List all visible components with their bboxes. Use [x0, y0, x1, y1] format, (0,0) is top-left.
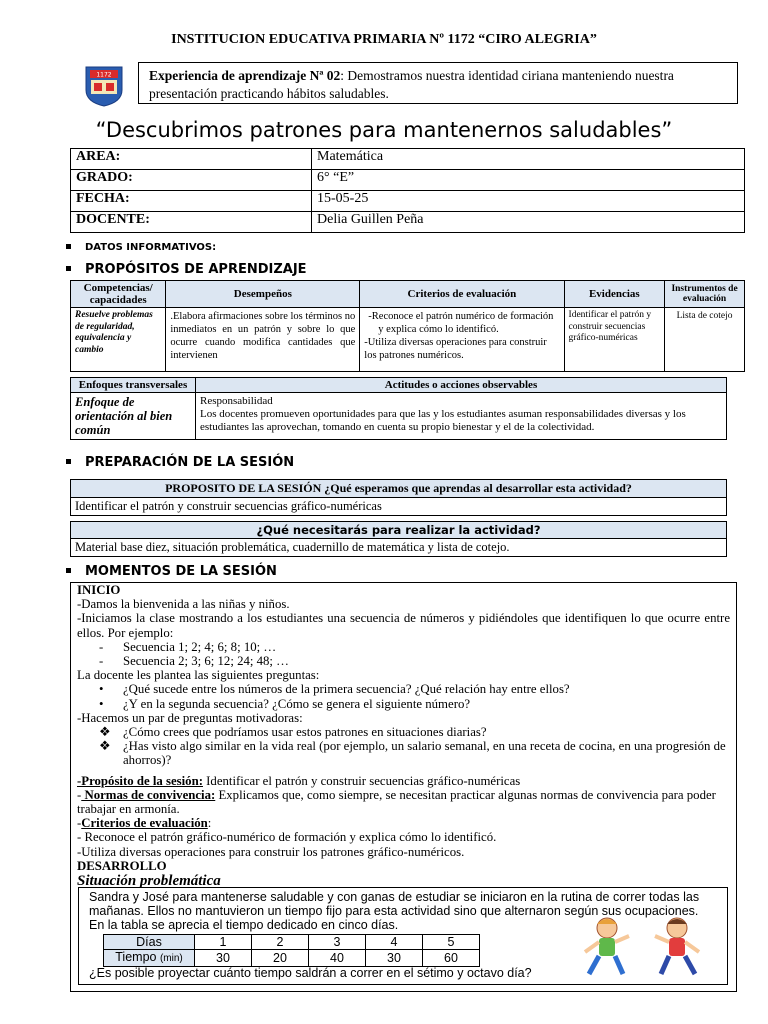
col-competencias: Competencias/ capacidades	[71, 281, 166, 308]
dia-cell: 5	[423, 935, 480, 950]
competencia-cell: Resuelve problemas de regularidad, equivalencia y cambio	[71, 308, 166, 372]
necesitaras-box	[70, 521, 727, 557]
dia-cell: 1	[195, 935, 252, 950]
info-row-grado	[71, 170, 745, 191]
desarrollo-label: DESARROLLO	[77, 858, 167, 873]
logo-number: 1172	[96, 71, 112, 79]
proposito-box	[70, 479, 727, 516]
situacion-label: Situación problemática	[77, 873, 221, 890]
tiempo-cell: 30	[366, 950, 423, 967]
datos-informativos-heading: DATOS INFORMATIVOS:	[66, 242, 216, 253]
situacion-text: Sandra y José para mantenerse saludable y con ganas de estudiar se iniciaron en la rutina de correr todas las mañanas. Ellos no mantuvieron un tiempo fijo para esta actividad sino que alternaron según sus ocupaciones. En la tabla se aprecia el tiempo dedicado en cinco días.	[89, 890, 700, 932]
situacion-question: ¿Es posible proyectar cuánto tiempo saldrán a correr en el sétimo y octavo día?	[89, 966, 532, 980]
info-key: GRADO:	[71, 170, 312, 191]
col-enfoques: Enfoques transversales	[71, 378, 196, 393]
momentos-heading: MOMENTOS DE LA SESIÓN	[66, 564, 277, 579]
tiempo-cell: 40	[309, 950, 366, 967]
desempeno-cell: .Elabora afirmaciones sobre los términos no inmediatos en un patrón y sobre lo que ocurre cuando modifica cantidades que intervienen	[166, 308, 360, 372]
necesitaras-header: ¿Qué necesitarás para realizar la actividad?	[71, 522, 727, 539]
info-value: 15-05-25	[312, 191, 745, 212]
session-title: “Descubrimos patrones para mantenernos saludables”	[95, 118, 673, 142]
proposito-line: -Propósito de la sesión: Identificar el patrón y construir secuencias gráfico-numéricas	[77, 773, 521, 788]
valor-text: Responsabilidad	[200, 395, 273, 407]
enfoques-table	[70, 377, 727, 440]
tiempo-cell: 30	[195, 950, 252, 967]
info-value: 6° “E”	[312, 170, 745, 191]
normas-line: - Normas de convivencia: Explicamos que, como siempre, se necesitan practicar algunas normas de convivencia para poder trabajar en armonía.	[77, 787, 716, 817]
criterio-2: -Utiliza diversas operaciones para construir los patrones numéricos.	[364, 337, 547, 361]
question-2: • ¿Y en la segunda secuencia? ¿Cómo se genera el siguiente número?	[99, 696, 471, 711]
inicio-line: La docente les plantea las siguientes preguntas:	[77, 668, 320, 683]
inicio-label: INICIO	[77, 583, 121, 597]
inicio-line: -Damos la bienvenida a las niñas y niños.	[77, 597, 290, 612]
criterios-line: -Criterios de evaluación:	[77, 816, 212, 831]
preparacion-heading: PREPARACIÓN DE LA SESIÓN	[66, 455, 294, 470]
necesitaras-text: Material base diez, situación problemática, cuadernillo de matemática y lista de cotejo.	[71, 539, 727, 557]
experience-text: : Demostramos nuestra identidad ciriana manteniendo nuestra presentación practicando hábitos saludables.	[149, 68, 674, 101]
propositos-table	[70, 280, 745, 372]
criterios-cell	[360, 308, 564, 372]
experience-label: Experiencia de aprendizaje Nª 02	[149, 68, 341, 83]
col-actitudes: Actitudes o acciones observables	[196, 378, 727, 393]
info-value: Matemática	[312, 149, 745, 170]
tiempo-label: Tiempo (min)	[104, 950, 195, 967]
dia-cell: 4	[366, 935, 423, 950]
info-key: DOCENTE:	[71, 212, 312, 233]
inicio-line: -Hacemos un par de preguntas motivadoras:	[77, 710, 303, 725]
col-instrumentos: Instrumentos de evaluación	[665, 281, 745, 308]
dias-table	[103, 934, 480, 967]
situacion-box	[78, 887, 728, 985]
proposito-header: PROPOSITO DE LA SESIÓN ¿Qué esperamos que aprendas al desarrollar esta actividad?	[71, 480, 727, 498]
criterio-line: -Utiliza diversas operaciones para construir los patrones gráfico-numéricos.	[77, 844, 465, 859]
tiempo-cell: 20	[252, 950, 309, 967]
sequence-1: - Secuencia 1; 2; 4; 6; 8; 10; …	[99, 639, 277, 654]
school-logo	[82, 64, 126, 108]
inicio-line: -Iniciamos la clase mostrando a los estudiantes una secuencia de números y pidiéndoles que identifiquen lo que ocurre entre ellos. Por ejemplo:	[77, 611, 730, 640]
question-1: • ¿Qué sucede entre los números de la primera secuencia? ¿Qué relación hay entre ellos?	[99, 682, 570, 697]
propositos-heading: PROPÓSITOS DE APRENDIZAJE	[66, 262, 307, 277]
info-table	[70, 148, 745, 233]
running-kids-illustration	[559, 914, 724, 984]
dia-cell: 3	[309, 935, 366, 950]
criterio-line: - Reconoce el patrón gráfico-numérico de formación y explica cómo lo identificó.	[77, 830, 497, 845]
instrumento-cell: Lista de cotejo	[665, 308, 745, 372]
dias-label: Días	[104, 935, 195, 950]
info-row-fecha	[71, 191, 745, 212]
institution-title: INSTITUCION EDUCATIVA PRIMARIA Nº 1172 “CIRO ALEGRIA”	[171, 32, 597, 47]
dia-cell: 2	[252, 935, 309, 950]
col-desempenos: Desempeños	[166, 281, 360, 308]
enfoque-cell: Enfoque de orientación al bien común	[71, 393, 196, 440]
info-key: FECHA:	[71, 191, 312, 212]
info-row-docente	[71, 212, 745, 233]
motivating-question-1: ❖ ¿Cómo crees que podríamos usar estos patrones en situaciones diarias?	[99, 725, 487, 740]
motivating-question-2: ❖ ¿Has visto algo similar en la vida real (por ejemplo, un salario semanal, en una receta de cocina, en una progresión de ahorros)?	[99, 739, 726, 768]
actitud-cell	[196, 393, 727, 440]
col-evidencias: Evidencias	[564, 281, 665, 308]
info-row-area	[71, 149, 745, 170]
info-key: AREA:	[71, 149, 312, 170]
proposito-text: Identificar el patrón y construir secuencias gráfico-numéricas	[71, 498, 727, 516]
evidencia-cell: Identificar el patrón y construir secuencias gráfico-numéricas	[564, 308, 665, 372]
sequence-2: - Secuencia 2; 3; 6; 12; 24; 48; …	[99, 654, 289, 669]
info-value: Delia Guillen Peña	[312, 212, 745, 233]
criterio-1: -Reconoce el patrón numérico de formación y explica cómo lo identificó.	[368, 311, 554, 335]
momentos-box	[70, 582, 737, 992]
experience-box	[138, 62, 738, 104]
col-criterios: Criterios de evaluación	[360, 281, 564, 308]
tiempo-cell: 60	[423, 950, 480, 967]
actitud-text: Los docentes promueven oportunidades para que las y los estudiantes asuman responsabilidades diversas y los estudiantes las aprovechan, tomando en cuenta su propio bienestar y el de la colectividad.	[200, 408, 686, 433]
